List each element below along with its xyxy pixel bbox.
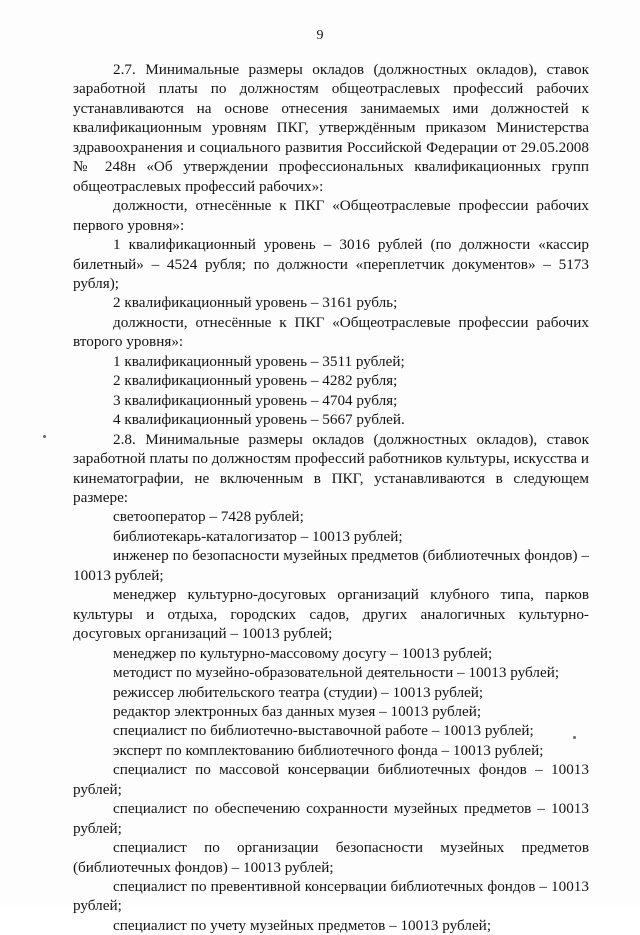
document-body bbox=[73, 60, 589, 935]
list-item: специалист по учету музейных предметов – 10013 рублей; bbox=[113, 916, 492, 934]
paragraph-level-1-qual-1: 1 квалификационный уровень – 3016 рублей (по должности «кассир билетный» – 4524 рубля; по должности «переплетчик документов» – 5173 рубля); bbox=[73, 236, 589, 292]
list-item: менеджер по культурно-массовому досугу – 10013 рублей; bbox=[113, 644, 493, 662]
list-item: методист по музейно-образовательной деятельности – 10013 рублей; bbox=[113, 664, 560, 682]
list-item: редактор электронных баз данных музея – 10013 рублей; bbox=[113, 702, 482, 720]
paragraph-level-2-qual-1: 1 квалификационный уровень – 3511 рублей; bbox=[113, 352, 405, 370]
paragraph-level-2-qual-3: 3 квалификационный уровень – 4704 рубля; bbox=[113, 391, 398, 409]
paragraph-2-7: 2.7. Минимальные размеры окладов (должностных окладов), ставок заработной платы по должностям общеотраслевых профессий рабочих устанавливаются на основе отнесения занимаемых ими должностей к квалификационным уровням ПКГ, утверждённым приказом Министерства здравоохранения и социального развития Российской Федерации от 29.05.2008 № 248н «Об утверждении профессиональных квалификационных групп общеотраслевых профессий рабочих»: bbox=[73, 61, 589, 195]
list-item: светооператор – 7428 рублей; bbox=[113, 508, 304, 526]
list-item: менеджер культурно-досуговых организаций клубного типа, парков культуры и отдыха, городских садов, других аналогичных культурно-досуговых организаций – 10013 рублей; bbox=[73, 586, 589, 643]
paragraph-pkg-level-2-heading: должности, отнесённые к ПКГ «Общеотраслевые профессии рабочих второго уровня»: bbox=[73, 313, 589, 351]
list-item: эксперт по комплектованию библиотечного фонда – 10013 рублей; bbox=[113, 741, 544, 759]
paragraph-level-1-qual-2: 2 квалификационный уровень – 3161 рубль; bbox=[113, 294, 398, 312]
list-item: инженер по безопасности музейных предметов (библиотечных фондов) – 10013 рублей; bbox=[73, 547, 589, 584]
page-number: 9 bbox=[316, 28, 324, 43]
scan-speck bbox=[573, 736, 576, 739]
list-item: специалист по превентивной консервации библиотечных фондов – 10013 рублей; bbox=[73, 878, 589, 915]
list-item: библиотекарь-каталогизатор – 10013 рублей; bbox=[113, 527, 403, 545]
paragraph-2-8: 2.8. Минимальные размеры окладов (должностных окладов), ставок заработной платы по должностям профессий работников культуры, искусства и кинематографии, не включенным в ПКГ, устанавливаются в следующем размере: bbox=[73, 430, 589, 506]
scan-speck bbox=[43, 435, 46, 438]
paragraph-level-2-qual-2: 2 квалификационный уровень – 4282 рубля; bbox=[113, 372, 398, 390]
list-item: специалист по обеспечению сохранности музейных предметов – 10013 рублей; bbox=[73, 800, 589, 837]
list-item: режиссер любительского театра (студии) – 10013 рублей; bbox=[113, 683, 484, 701]
list-item: специалист по библиотечно-выставочной работе – 10013 рублей; bbox=[113, 722, 534, 740]
paragraph-level-2-qual-4: 4 квалификационный уровень – 5667 рублей. bbox=[113, 411, 405, 429]
paragraph-pkg-level-1-heading: должности, отнесённые к ПКГ «Общеотраслевые профессии рабочих первого уровня»: bbox=[73, 197, 589, 234]
list-item: специалист по организации безопасности музейных предметов (библиотечных фондов) – 10013 рублей; bbox=[73, 839, 589, 876]
list-item: специалист по массовой консервации библиотечных фондов – 10013 рублей; bbox=[73, 761, 589, 798]
